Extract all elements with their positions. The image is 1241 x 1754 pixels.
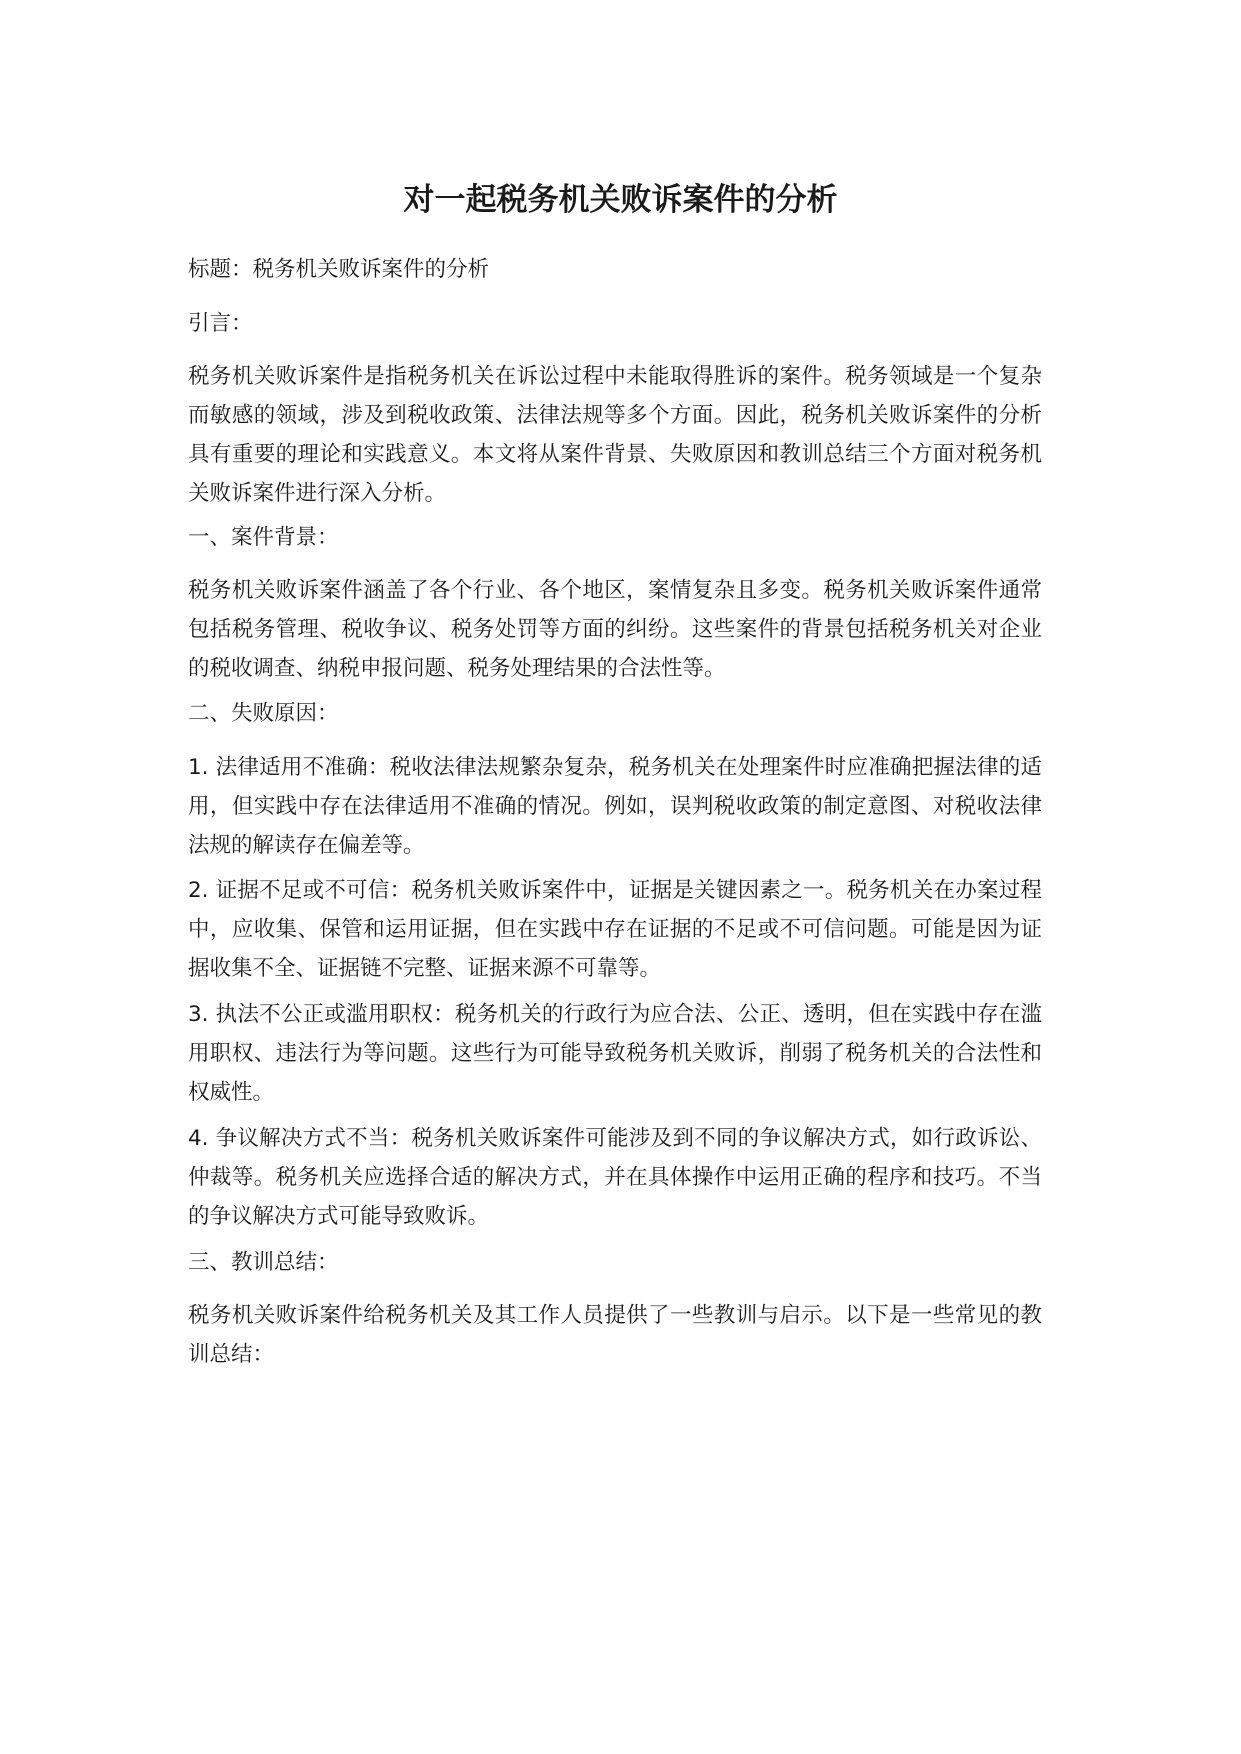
intro-heading: 引言： (188, 311, 253, 336)
section-3-heading: 三、教训总结： (188, 1250, 339, 1275)
intro-paragraph: 税务机关败诉案件是指税务机关在诉讼过程中未能取得胜诉的案件。税务领域是一个复杂而敏感的领域，涉及到税收政策、法律法规等多个方面。因此，税务机关败诉案件的分析具有重要的理论和实践意义。本文将从案件背景、失败原因和教训总结三个方面对税务机关败诉案件进行深入分析。 (188, 364, 1042, 506)
document-title: 对一起税务机关败诉案件的分析 (403, 182, 838, 218)
section-3-paragraph: 税务机关败诉案件给税务机关及其工作人员提供了一些教训与启示。以下是一些常见的教训总结： (188, 1303, 1042, 1367)
reason-2-paragraph: 2. 证据不足或不可信：税务机关败诉案件中，证据是关键因素之一。税务机关在办案过程中，应收集、保管和运用证据，但在实践中存在证据的不足或不可信问题。可能是因为证据收集不全、证据链不完整、证据来源不可靠等。 (188, 878, 1042, 981)
section-2-heading: 二、失败原因： (188, 701, 339, 726)
reason-4-paragraph: 4. 争议解决方式不当：税务机关败诉案件可能涉及到不同的争议解决方式，如行政诉讼、仲裁等。税务机关应选择合适的解决方式，并在具体操作中运用正确的程序和技巧。不当的争议解决方式可能导致败诉。 (188, 1126, 1042, 1229)
reason-1-paragraph: 1. 法律适用不准确：税收法律法规繁杂复杂，税务机关在处理案件时应准确把握法律的适用，但实践中存在法律适用不准确的情况。例如，误判税收政策的制定意图、对税收法律法规的解读存在偏差等。 (188, 755, 1042, 858)
section-1-heading: 一、案件背景： (188, 525, 339, 550)
section-1-paragraph: 税务机关败诉案件涵盖了各个行业、各个地区，案情复杂且多变。税务机关败诉案件通常包括税务管理、税收争议、税务处罚等方面的纠纷。这些案件的背景包括税务机关对企业的税收调查、纳税申报问题、税务处理结果的合法性等。 (188, 578, 1042, 681)
subtitle-line: 标题：税务机关败诉案件的分析 (188, 257, 490, 282)
reason-3-paragraph: 3. 执法不公正或滥用职权：税务机关的行政行为应合法、公正、透明，但在实践中存在滥用职权、违法行为等问题。这些行为可能导致税务机关败诉，削弱了税务机关的合法性和权威性。 (188, 1002, 1042, 1105)
